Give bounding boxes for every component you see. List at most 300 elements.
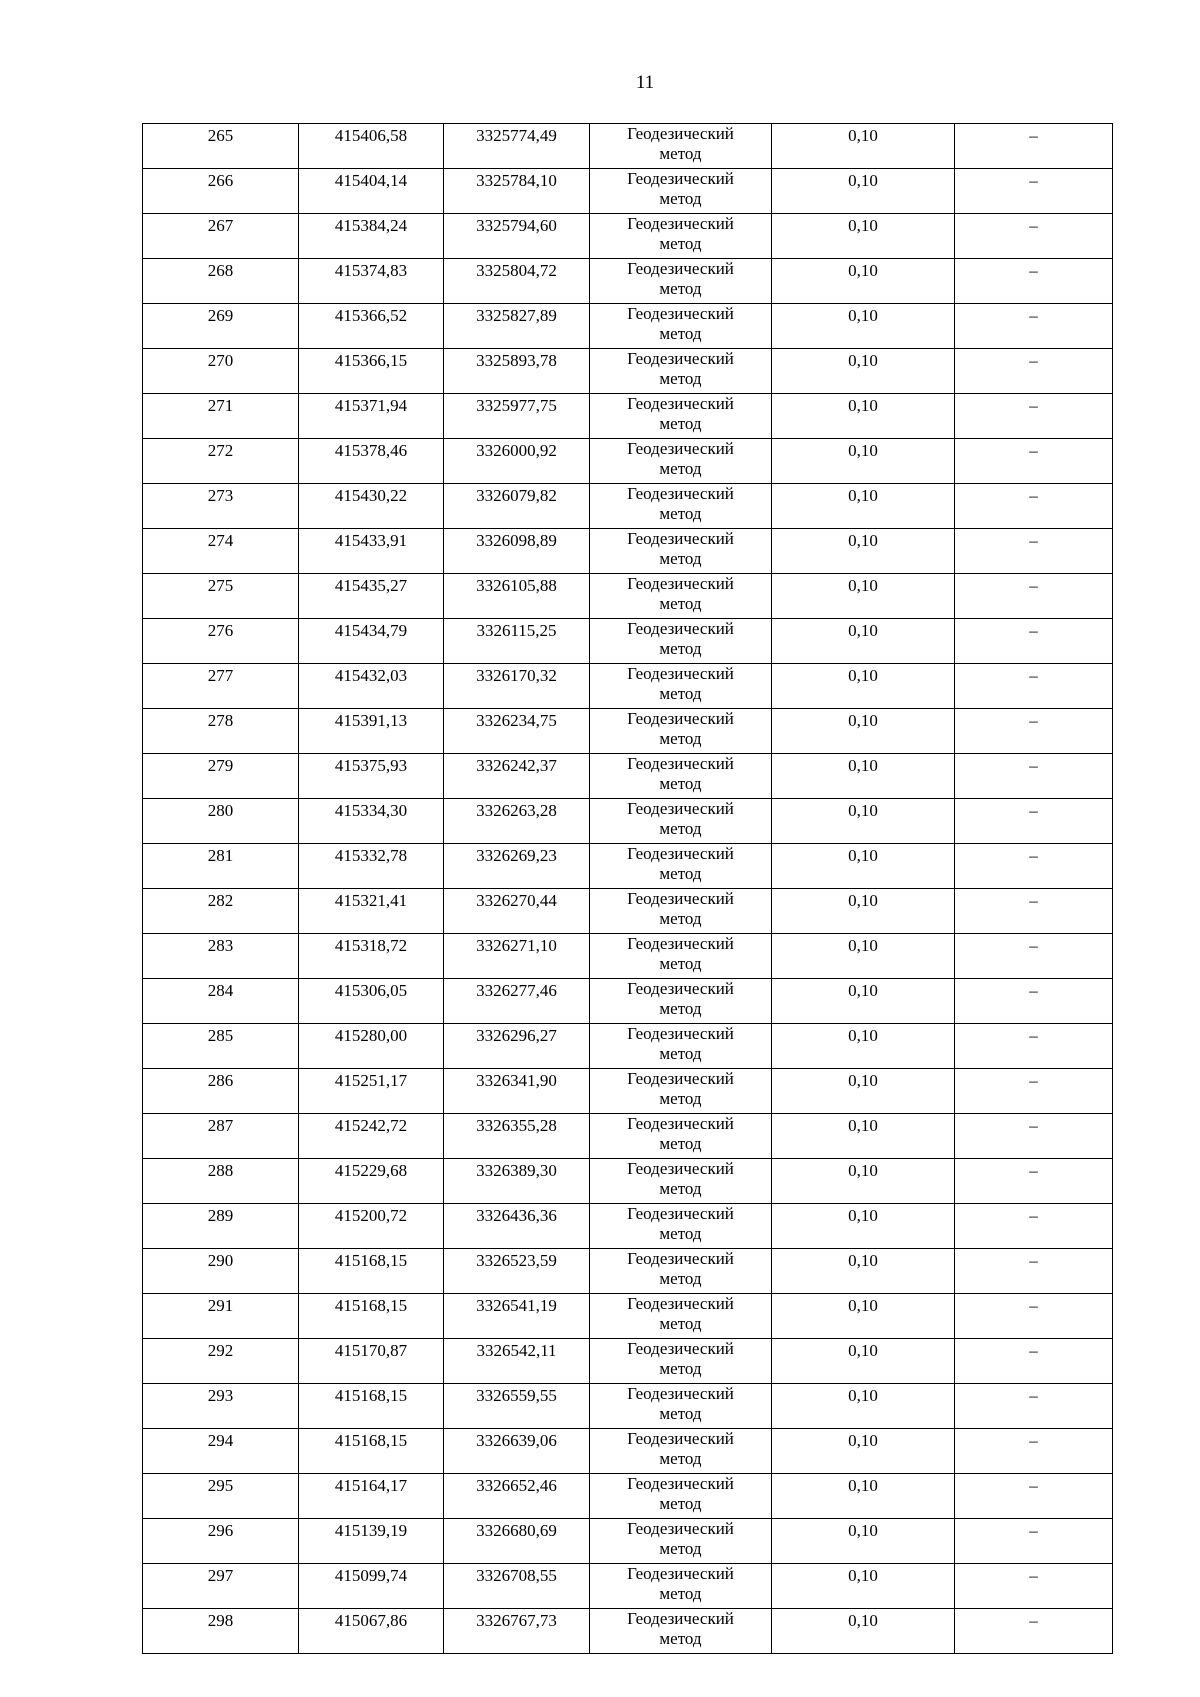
method-line-1: Геодезический <box>627 1249 734 1268</box>
point-cell: 283 <box>143 934 299 979</box>
method-line-1: Геодезический <box>627 349 734 368</box>
method-cell <box>590 1519 772 1564</box>
coordinates-table-body <box>143 124 1113 1654</box>
x-coordinate-cell: 415366,52 <box>299 304 444 349</box>
method-line-2: метод <box>659 1224 702 1243</box>
y-coordinate-cell: 3326000,92 <box>444 439 590 484</box>
x-coordinate-cell: 415371,94 <box>299 394 444 439</box>
method-line-1: Геодезический <box>627 1159 734 1178</box>
x-coordinate-cell: 415251,17 <box>299 1069 444 1114</box>
note-cell: – <box>955 799 1113 844</box>
page-number: 11 <box>635 72 655 93</box>
method-line-1: Геодезический <box>627 934 734 953</box>
method-line-1: Геодезический <box>627 1609 734 1628</box>
y-coordinate-cell: 3326115,25 <box>444 619 590 664</box>
point-cell: 294 <box>143 1429 299 1474</box>
x-coordinate-cell: 415391,13 <box>299 709 444 754</box>
accuracy-cell: 0,10 <box>772 124 955 169</box>
method-cell <box>590 1474 772 1519</box>
note-cell: – <box>955 1249 1113 1294</box>
y-coordinate-cell: 3326242,37 <box>444 754 590 799</box>
accuracy-cell: 0,10 <box>772 484 955 529</box>
table-row <box>143 349 1113 394</box>
y-coordinate-cell: 3326269,23 <box>444 844 590 889</box>
table-row <box>143 1069 1113 1114</box>
note-cell: – <box>955 709 1113 754</box>
method-line-2: метод <box>659 369 702 388</box>
y-coordinate-cell: 3326296,27 <box>444 1024 590 1069</box>
x-coordinate-cell: 415306,05 <box>299 979 444 1024</box>
x-coordinate-cell: 415433,91 <box>299 529 444 574</box>
x-coordinate-cell: 415280,00 <box>299 1024 444 1069</box>
table-row <box>143 439 1113 484</box>
table-row <box>143 574 1113 619</box>
method-cell <box>590 889 772 934</box>
point-cell: 286 <box>143 1069 299 1114</box>
note-cell: – <box>955 979 1113 1024</box>
method-cell <box>590 934 772 979</box>
y-coordinate-cell: 3325893,78 <box>444 349 590 394</box>
point-cell: 269 <box>143 304 299 349</box>
x-coordinate-cell: 415067,86 <box>299 1609 444 1654</box>
y-coordinate-cell: 3325804,72 <box>444 259 590 304</box>
y-coordinate-cell: 3326523,59 <box>444 1249 590 1294</box>
method-line-2: метод <box>659 1314 702 1333</box>
point-cell: 268 <box>143 259 299 304</box>
y-coordinate-cell: 3325827,89 <box>444 304 590 349</box>
x-coordinate-cell: 415200,72 <box>299 1204 444 1249</box>
y-coordinate-cell: 3326541,19 <box>444 1294 590 1339</box>
table-row <box>143 214 1113 259</box>
note-cell: – <box>955 484 1113 529</box>
note-cell: – <box>955 214 1113 259</box>
method-cell <box>590 1564 772 1609</box>
table-row <box>143 754 1113 799</box>
table-row <box>143 1519 1113 1564</box>
method-line-1: Геодезический <box>627 1294 734 1313</box>
method-cell <box>590 709 772 754</box>
method-line-2: метод <box>659 504 702 523</box>
x-coordinate-cell: 415168,15 <box>299 1384 444 1429</box>
table-row <box>143 259 1113 304</box>
method-cell <box>590 1294 772 1339</box>
note-cell: – <box>955 169 1113 214</box>
accuracy-cell: 0,10 <box>772 1564 955 1609</box>
method-cell <box>590 349 772 394</box>
coordinates-table <box>142 123 1113 1654</box>
y-coordinate-cell: 3325774,49 <box>444 124 590 169</box>
method-cell <box>590 1069 772 1114</box>
method-line-1: Геодезический <box>627 574 734 593</box>
method-line-1: Геодезический <box>627 979 734 998</box>
method-line-1: Геодезический <box>627 259 734 278</box>
accuracy-cell: 0,10 <box>772 799 955 844</box>
method-line-2: метод <box>659 729 702 748</box>
note-cell: – <box>955 304 1113 349</box>
y-coordinate-cell: 3325784,10 <box>444 169 590 214</box>
table-row <box>143 709 1113 754</box>
note-cell: – <box>955 619 1113 664</box>
table-row <box>143 1609 1113 1654</box>
note-cell: – <box>955 934 1113 979</box>
x-coordinate-cell: 415378,46 <box>299 439 444 484</box>
table-row <box>143 169 1113 214</box>
accuracy-cell: 0,10 <box>772 1024 955 1069</box>
accuracy-cell: 0,10 <box>772 889 955 934</box>
table-row <box>143 1564 1113 1609</box>
y-coordinate-cell: 3325977,75 <box>444 394 590 439</box>
point-cell: 298 <box>143 1609 299 1654</box>
method-cell <box>590 124 772 169</box>
note-cell: – <box>955 1519 1113 1564</box>
point-cell: 288 <box>143 1159 299 1204</box>
y-coordinate-cell: 3326767,73 <box>444 1609 590 1654</box>
method-cell <box>590 529 772 574</box>
method-line-2: метод <box>659 594 702 613</box>
method-cell <box>590 1609 772 1654</box>
method-line-2: метод <box>659 1044 702 1063</box>
point-cell: 289 <box>143 1204 299 1249</box>
method-line-2: метод <box>659 999 702 1018</box>
method-line-1: Геодезический <box>627 664 734 683</box>
method-line-1: Геодезический <box>627 1564 734 1583</box>
method-line-1: Геодезический <box>627 529 734 548</box>
method-cell <box>590 664 772 709</box>
point-cell: 267 <box>143 214 299 259</box>
y-coordinate-cell: 3326355,28 <box>444 1114 590 1159</box>
x-coordinate-cell: 415435,27 <box>299 574 444 619</box>
x-coordinate-cell: 415406,58 <box>299 124 444 169</box>
note-cell: – <box>955 1204 1113 1249</box>
y-coordinate-cell: 3326270,44 <box>444 889 590 934</box>
method-line-2: метод <box>659 279 702 298</box>
x-coordinate-cell: 415139,19 <box>299 1519 444 1564</box>
method-line-1: Геодезический <box>627 394 734 413</box>
accuracy-cell: 0,10 <box>772 1474 955 1519</box>
method-line-1: Геодезический <box>627 1519 734 1538</box>
method-line-1: Геодезический <box>627 169 734 188</box>
accuracy-cell: 0,10 <box>772 574 955 619</box>
point-cell: 270 <box>143 349 299 394</box>
method-line-2: метод <box>659 1359 702 1378</box>
table-row <box>143 1474 1113 1519</box>
method-cell <box>590 799 772 844</box>
method-line-1: Геодезический <box>627 1069 734 1088</box>
method-cell <box>590 214 772 259</box>
point-cell: 290 <box>143 1249 299 1294</box>
method-line-2: метод <box>659 1179 702 1198</box>
method-cell <box>590 1159 772 1204</box>
method-cell <box>590 439 772 484</box>
y-coordinate-cell: 3326234,75 <box>444 709 590 754</box>
point-cell: 297 <box>143 1564 299 1609</box>
note-cell: – <box>955 1294 1113 1339</box>
method-line-2: метод <box>659 1629 702 1648</box>
accuracy-cell: 0,10 <box>772 664 955 709</box>
method-cell <box>590 574 772 619</box>
method-cell <box>590 1429 772 1474</box>
method-line-1: Геодезический <box>627 619 734 638</box>
method-line-1: Геодезический <box>627 844 734 863</box>
note-cell: – <box>955 1609 1113 1654</box>
point-cell: 293 <box>143 1384 299 1429</box>
point-cell: 285 <box>143 1024 299 1069</box>
method-cell <box>590 1204 772 1249</box>
method-line-2: метод <box>659 1089 702 1108</box>
method-line-1: Геодезический <box>627 1339 734 1358</box>
accuracy-cell: 0,10 <box>772 529 955 574</box>
table-row <box>143 934 1113 979</box>
method-line-2: метод <box>659 639 702 658</box>
method-line-1: Геодезический <box>627 709 734 728</box>
accuracy-cell: 0,10 <box>772 619 955 664</box>
point-cell: 287 <box>143 1114 299 1159</box>
table-row <box>143 1114 1113 1159</box>
table-row <box>143 1294 1113 1339</box>
point-cell: 295 <box>143 1474 299 1519</box>
method-line-2: метод <box>659 1404 702 1423</box>
x-coordinate-cell: 415242,72 <box>299 1114 444 1159</box>
method-cell <box>590 619 772 664</box>
accuracy-cell: 0,10 <box>772 1249 955 1294</box>
x-coordinate-cell: 415170,87 <box>299 1339 444 1384</box>
table-row <box>143 1159 1113 1204</box>
table-row <box>143 664 1113 709</box>
y-coordinate-cell: 3326105,88 <box>444 574 590 619</box>
point-cell: 272 <box>143 439 299 484</box>
table-row <box>143 529 1113 574</box>
accuracy-cell: 0,10 <box>772 1069 955 1114</box>
point-cell: 292 <box>143 1339 299 1384</box>
method-cell <box>590 169 772 214</box>
y-coordinate-cell: 3326389,30 <box>444 1159 590 1204</box>
method-line-2: метод <box>659 684 702 703</box>
accuracy-cell: 0,10 <box>772 1609 955 1654</box>
y-coordinate-cell: 3326170,32 <box>444 664 590 709</box>
note-cell: – <box>955 1564 1113 1609</box>
x-coordinate-cell: 415168,15 <box>299 1249 444 1294</box>
method-line-2: метод <box>659 909 702 928</box>
accuracy-cell: 0,10 <box>772 1429 955 1474</box>
x-coordinate-cell: 415168,15 <box>299 1294 444 1339</box>
method-line-2: метод <box>659 774 702 793</box>
note-cell: – <box>955 1384 1113 1429</box>
method-line-2: метод <box>659 1494 702 1513</box>
x-coordinate-cell: 415384,24 <box>299 214 444 259</box>
method-cell <box>590 304 772 349</box>
accuracy-cell: 0,10 <box>772 349 955 394</box>
note-cell: – <box>955 1024 1113 1069</box>
note-cell: – <box>955 1159 1113 1204</box>
point-cell: 279 <box>143 754 299 799</box>
table-row <box>143 484 1113 529</box>
table-row <box>143 1024 1113 1069</box>
x-coordinate-cell: 415334,30 <box>299 799 444 844</box>
method-line-1: Геодезический <box>627 754 734 773</box>
note-cell: – <box>955 574 1113 619</box>
accuracy-cell: 0,10 <box>772 1339 955 1384</box>
table-row <box>143 1249 1113 1294</box>
method-line-1: Геодезический <box>627 1384 734 1403</box>
method-cell <box>590 1339 772 1384</box>
accuracy-cell: 0,10 <box>772 754 955 799</box>
method-line-1: Геодезический <box>627 1474 734 1493</box>
accuracy-cell: 0,10 <box>772 709 955 754</box>
x-coordinate-cell: 415434,79 <box>299 619 444 664</box>
accuracy-cell: 0,10 <box>772 934 955 979</box>
y-coordinate-cell: 3326680,69 <box>444 1519 590 1564</box>
table-row <box>143 124 1113 169</box>
note-cell: – <box>955 1339 1113 1384</box>
note-cell: – <box>955 1069 1113 1114</box>
method-line-1: Геодезический <box>627 889 734 908</box>
x-coordinate-cell: 415432,03 <box>299 664 444 709</box>
y-coordinate-cell: 3326263,28 <box>444 799 590 844</box>
table-row <box>143 1429 1113 1474</box>
note-cell: – <box>955 1474 1113 1519</box>
method-line-2: метод <box>659 1134 702 1153</box>
method-line-2: метод <box>659 819 702 838</box>
point-cell: 282 <box>143 889 299 934</box>
method-line-2: метод <box>659 459 702 478</box>
point-cell: 265 <box>143 124 299 169</box>
method-line-1: Геодезический <box>627 1024 734 1043</box>
method-cell <box>590 484 772 529</box>
method-cell <box>590 259 772 304</box>
accuracy-cell: 0,10 <box>772 1519 955 1564</box>
point-cell: 266 <box>143 169 299 214</box>
table-row <box>143 979 1113 1024</box>
method-line-2: метод <box>659 1584 702 1603</box>
method-line-2: метод <box>659 954 702 973</box>
point-cell: 275 <box>143 574 299 619</box>
accuracy-cell: 0,10 <box>772 169 955 214</box>
table-row <box>143 1339 1113 1384</box>
method-line-1: Геодезический <box>627 124 734 143</box>
y-coordinate-cell: 3326341,90 <box>444 1069 590 1114</box>
y-coordinate-cell: 3326559,55 <box>444 1384 590 1429</box>
accuracy-cell: 0,10 <box>772 214 955 259</box>
table-row <box>143 619 1113 664</box>
y-coordinate-cell: 3326271,10 <box>444 934 590 979</box>
table-row <box>143 304 1113 349</box>
accuracy-cell: 0,10 <box>772 394 955 439</box>
x-coordinate-cell: 415099,74 <box>299 1564 444 1609</box>
method-line-1: Геодезический <box>627 1204 734 1223</box>
accuracy-cell: 0,10 <box>772 979 955 1024</box>
method-line-1: Геодезический <box>627 304 734 323</box>
method-line-1: Геодезический <box>627 214 734 233</box>
method-line-2: метод <box>659 1449 702 1468</box>
method-line-2: метод <box>659 144 702 163</box>
method-line-2: метод <box>659 549 702 568</box>
note-cell: – <box>955 1114 1113 1159</box>
method-line-1: Геодезический <box>627 484 734 503</box>
y-coordinate-cell: 3326098,89 <box>444 529 590 574</box>
accuracy-cell: 0,10 <box>772 1159 955 1204</box>
accuracy-cell: 0,10 <box>772 304 955 349</box>
x-coordinate-cell: 415321,41 <box>299 889 444 934</box>
y-coordinate-cell: 3326542,11 <box>444 1339 590 1384</box>
method-cell <box>590 844 772 889</box>
table-row <box>143 844 1113 889</box>
method-line-2: метод <box>659 414 702 433</box>
table-row <box>143 889 1113 934</box>
point-cell: 296 <box>143 1519 299 1564</box>
table-row <box>143 394 1113 439</box>
note-cell: – <box>955 394 1113 439</box>
note-cell: – <box>955 754 1113 799</box>
note-cell: – <box>955 439 1113 484</box>
x-coordinate-cell: 415229,68 <box>299 1159 444 1204</box>
table-row <box>143 1204 1113 1249</box>
method-line-2: метод <box>659 1269 702 1288</box>
method-cell <box>590 1114 772 1159</box>
note-cell: – <box>955 259 1113 304</box>
method-cell <box>590 754 772 799</box>
note-cell: – <box>955 1429 1113 1474</box>
table-row <box>143 799 1113 844</box>
y-coordinate-cell: 3326652,46 <box>444 1474 590 1519</box>
point-cell: 280 <box>143 799 299 844</box>
method-cell <box>590 1249 772 1294</box>
note-cell: – <box>955 124 1113 169</box>
method-line-2: метод <box>659 1539 702 1558</box>
point-cell: 271 <box>143 394 299 439</box>
note-cell: – <box>955 889 1113 934</box>
accuracy-cell: 0,10 <box>772 1384 955 1429</box>
note-cell: – <box>955 664 1113 709</box>
point-cell: 278 <box>143 709 299 754</box>
note-cell: – <box>955 529 1113 574</box>
y-coordinate-cell: 3326436,36 <box>444 1204 590 1249</box>
method-line-2: метод <box>659 234 702 253</box>
point-cell: 274 <box>143 529 299 574</box>
accuracy-cell: 0,10 <box>772 439 955 484</box>
method-line-2: метод <box>659 189 702 208</box>
y-coordinate-cell: 3326639,06 <box>444 1429 590 1474</box>
x-coordinate-cell: 415374,83 <box>299 259 444 304</box>
y-coordinate-cell: 3326079,82 <box>444 484 590 529</box>
note-cell: – <box>955 844 1113 889</box>
accuracy-cell: 0,10 <box>772 259 955 304</box>
point-cell: 273 <box>143 484 299 529</box>
x-coordinate-cell: 415168,15 <box>299 1429 444 1474</box>
method-cell <box>590 1384 772 1429</box>
method-line-1: Геодезический <box>627 1429 734 1448</box>
note-cell: – <box>955 349 1113 394</box>
point-cell: 276 <box>143 619 299 664</box>
x-coordinate-cell: 415375,93 <box>299 754 444 799</box>
method-line-1: Геодезический <box>627 1114 734 1133</box>
point-cell: 277 <box>143 664 299 709</box>
point-cell: 281 <box>143 844 299 889</box>
accuracy-cell: 0,10 <box>772 1294 955 1339</box>
point-cell: 291 <box>143 1294 299 1339</box>
x-coordinate-cell: 415366,15 <box>299 349 444 394</box>
accuracy-cell: 0,10 <box>772 844 955 889</box>
x-coordinate-cell: 415164,17 <box>299 1474 444 1519</box>
method-cell <box>590 394 772 439</box>
x-coordinate-cell: 415318,72 <box>299 934 444 979</box>
x-coordinate-cell: 415404,14 <box>299 169 444 214</box>
y-coordinate-cell: 3325794,60 <box>444 214 590 259</box>
y-coordinate-cell: 3326708,55 <box>444 1564 590 1609</box>
x-coordinate-cell: 415332,78 <box>299 844 444 889</box>
accuracy-cell: 0,10 <box>772 1114 955 1159</box>
method-line-2: метод <box>659 864 702 883</box>
method-line-1: Геодезический <box>627 799 734 818</box>
